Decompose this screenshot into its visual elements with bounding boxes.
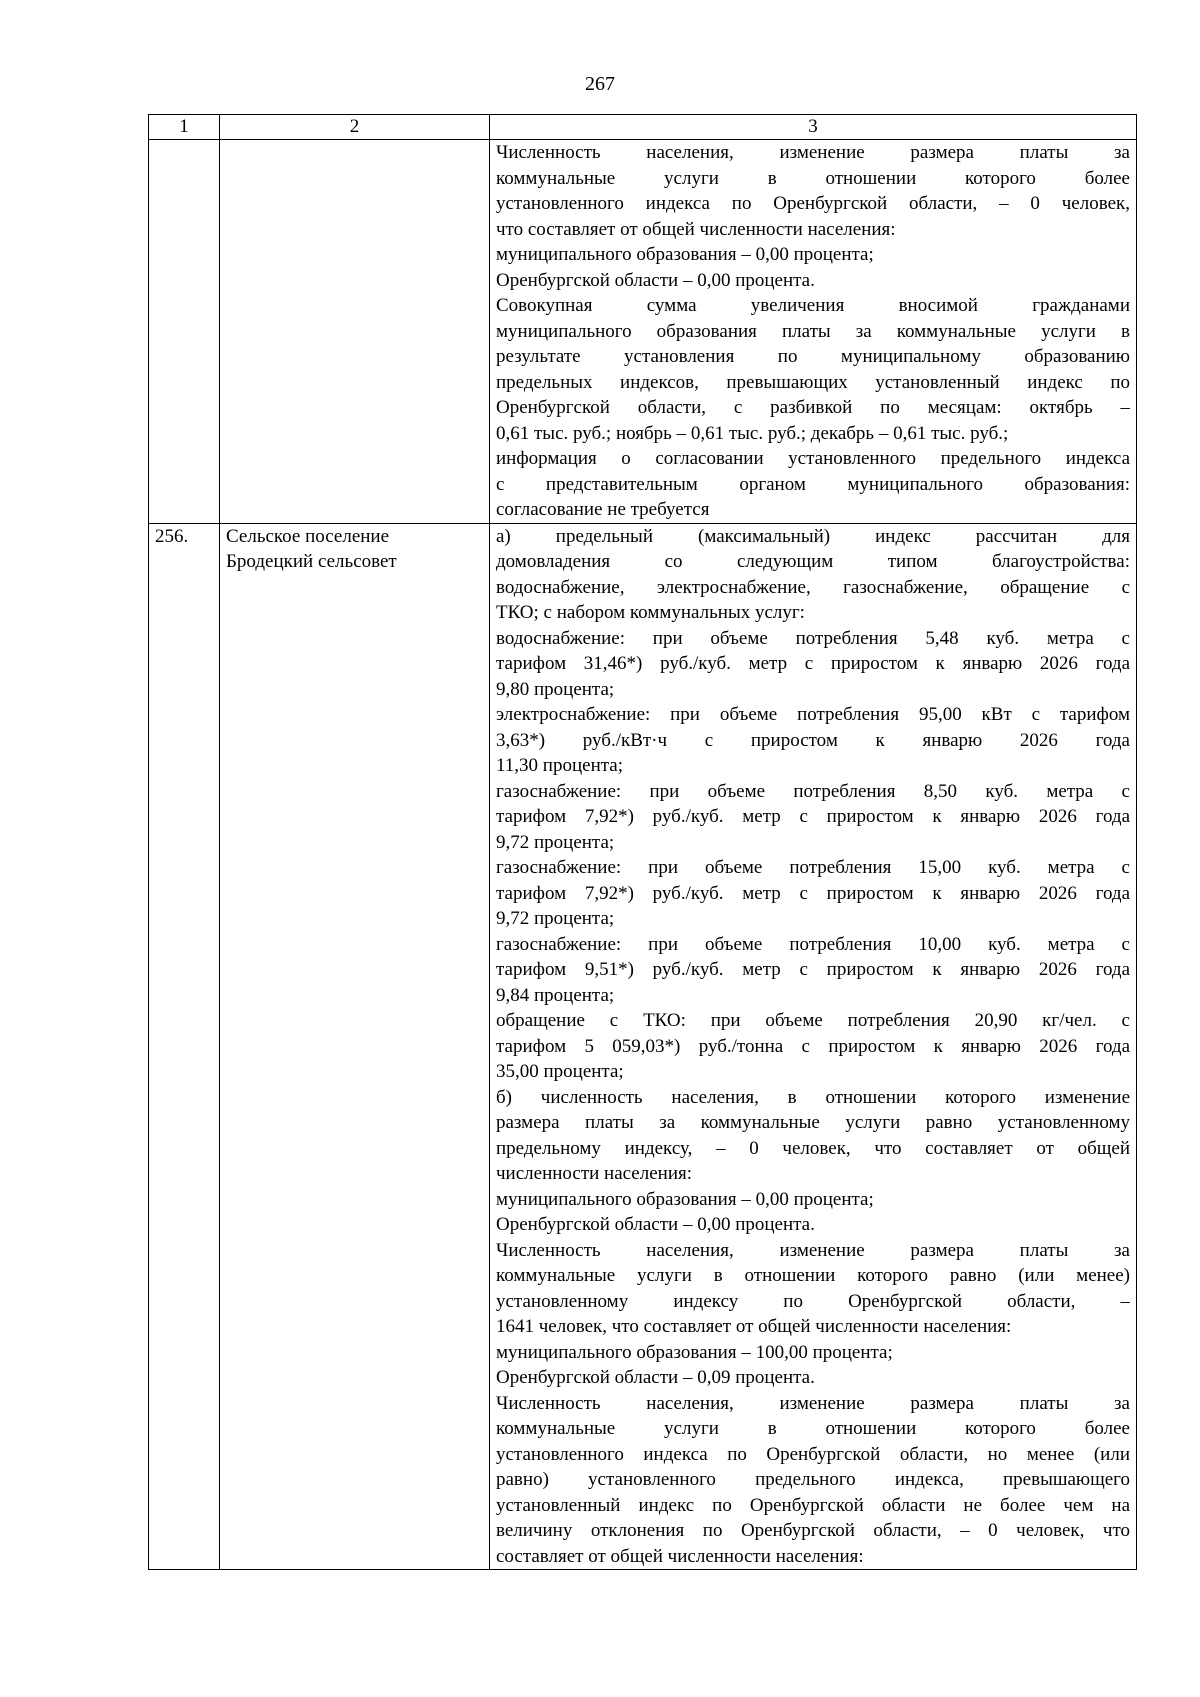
description-line: муниципального образования – 0,00 процента; bbox=[496, 1188, 874, 1210]
column-header-2: 2 bbox=[220, 115, 490, 140]
description-line: 0,61 тыс. руб.; ноябрь – 0,61 тыс. руб.; декабрь – 0,61 тыс. руб.; bbox=[496, 422, 1009, 444]
municipality-name-line: Сельское поселение bbox=[226, 525, 390, 547]
description-line: домовладения со следующим типом благоустройства: bbox=[496, 551, 1130, 572]
description-line: газоснабжение: при объеме потребления 15,00 куб. метра с bbox=[496, 857, 1130, 878]
description-line: составляет от общей численности населения: bbox=[496, 1545, 864, 1567]
description-line: величину отклонения по Оренбургской области, – 0 человек, что bbox=[496, 1520, 1130, 1541]
description-line: водоснабжение: при объеме потребления 5,48 куб. метра с bbox=[496, 627, 1130, 649]
description-line: ТКО; с набором коммунальных услуг: bbox=[496, 602, 805, 623]
description-line: 35,00 процента; bbox=[496, 1061, 624, 1082]
description-line: газоснабжение: при объеме потребления 8,50 куб. метра с bbox=[496, 780, 1130, 802]
description-line: что составляет от общей численности населения: bbox=[496, 218, 896, 240]
description-cell bbox=[490, 140, 1137, 524]
description-line: Оренбургской области – 0,00 процента. bbox=[496, 269, 815, 291]
description-line: 9,72 процента; bbox=[496, 831, 615, 853]
description-line: муниципального образования – 100,00 процента; bbox=[496, 1341, 893, 1363]
description-line: муниципального образования платы за коммунальные услуги в bbox=[496, 320, 1130, 342]
description-line: газоснабжение: при объеме потребления 10,00 куб. метра с bbox=[496, 933, 1130, 955]
description-line: предельному индексу, – 0 человек, что составляет от общей bbox=[496, 1137, 1130, 1159]
column-header-1: 1 bbox=[149, 115, 220, 140]
description-line: Оренбургской области – 0,00 процента. bbox=[496, 1214, 815, 1235]
row-number-cell bbox=[149, 140, 220, 524]
description-line: тарифом 5 059,03*) руб./тонна с приростом к январю 2026 года bbox=[496, 1035, 1130, 1057]
description-line: согласование не требуется bbox=[496, 499, 710, 520]
description-line: результате установления по муниципальному образованию bbox=[496, 346, 1130, 367]
description-line: 1641 человек, что составляет от общей численности населения: bbox=[496, 1316, 1012, 1337]
description-line: Оренбургской области – 0,09 процента. bbox=[496, 1367, 815, 1388]
description-line: муниципального образования – 0,00 процента; bbox=[496, 244, 874, 265]
description-line: размера платы за коммунальные услуги равно установленному bbox=[496, 1112, 1130, 1133]
description-line: установленному индексу по Оренбургской области, – bbox=[496, 1290, 1130, 1312]
description-line: тарифом 31,46*) руб./куб. метр с приростом к январю 2026 года bbox=[496, 653, 1130, 674]
description-line: коммунальные услуги в отношении которого более bbox=[496, 1418, 1130, 1439]
description-line: предельных индексов, превышающих установленный индекс по bbox=[496, 371, 1130, 393]
description-line: с представительным органом муниципального образования: bbox=[496, 473, 1130, 495]
description-line: 9,80 процента; bbox=[496, 678, 615, 700]
municipality-name-line: Бродецкий сельсовет bbox=[226, 551, 397, 572]
description-line: а) предельный (максимальный) индекс рассчитан для bbox=[496, 525, 1130, 547]
description-line: Оренбургской области, с разбивкой по месяцам: октябрь – bbox=[496, 397, 1130, 418]
description-line: б) численность населения, в отношении которого изменение bbox=[496, 1086, 1130, 1108]
column-header-3: 3 bbox=[490, 115, 1137, 140]
description-line: Совокупная сумма увеличения вносимой гражданами bbox=[496, 295, 1130, 316]
description-line: установленный индекс по Оренбургской области не более чем на bbox=[496, 1494, 1130, 1516]
description-line: 9,84 процента; bbox=[496, 984, 615, 1006]
description-line: тарифом 7,92*) руб./куб. метр с приростом к январю 2026 года bbox=[496, 882, 1130, 904]
description-line: информация о согласовании установленного предельного индекса bbox=[496, 448, 1130, 469]
description-line: тарифом 7,92*) руб./куб. метр с приростом к январю 2026 года bbox=[496, 806, 1130, 827]
table-row-256 bbox=[149, 523, 1137, 1570]
description-line: Численность населения, изменение размера платы за bbox=[496, 1392, 1130, 1414]
table-header-row bbox=[149, 115, 1137, 140]
description-line: 3,63*) руб./кВт·ч с приростом к январю 2026 года bbox=[496, 729, 1130, 751]
description-line: водоснабжение, электроснабжение, газоснабжение, обращение с bbox=[496, 576, 1130, 598]
description-line: равно) установленного предельного индекса, превышающего bbox=[496, 1469, 1130, 1490]
municipality-name-cell bbox=[220, 140, 490, 524]
description-line: установленного индекса по Оренбургской области, но менее (или bbox=[496, 1443, 1130, 1465]
description-line: установленного индекса по Оренбургской области, – 0 человек, bbox=[496, 193, 1130, 214]
description-line: численности населения: bbox=[496, 1163, 693, 1184]
description-line: тарифом 9,51*) руб./куб. метр с приростом к январю 2026 года bbox=[496, 959, 1130, 980]
regulation-table bbox=[148, 114, 1137, 1570]
description-line: 9,72 процента; bbox=[496, 908, 615, 929]
page-number: 267 bbox=[585, 73, 615, 95]
description-line: обращение с ТКО: при объеме потребления 20,90 кг/чел. с bbox=[496, 1010, 1130, 1031]
description-line: Численность населения, изменение размера платы за bbox=[496, 142, 1130, 163]
table-row-continued bbox=[149, 140, 1137, 524]
description-line: 11,30 процента; bbox=[496, 755, 623, 776]
description-line: коммунальные услуги в отношении которого более bbox=[496, 167, 1130, 189]
description-cell bbox=[490, 523, 1137, 1570]
row-number-cell: 256. bbox=[149, 523, 220, 1570]
municipality-name-cell bbox=[220, 523, 490, 1570]
description-line: электроснабжение: при объеме потребления 95,00 кВт с тарифом bbox=[496, 704, 1130, 725]
description-line: коммунальные услуги в отношении которого равно (или менее) bbox=[496, 1265, 1130, 1286]
description-line: Численность населения, изменение размера платы за bbox=[496, 1239, 1130, 1261]
